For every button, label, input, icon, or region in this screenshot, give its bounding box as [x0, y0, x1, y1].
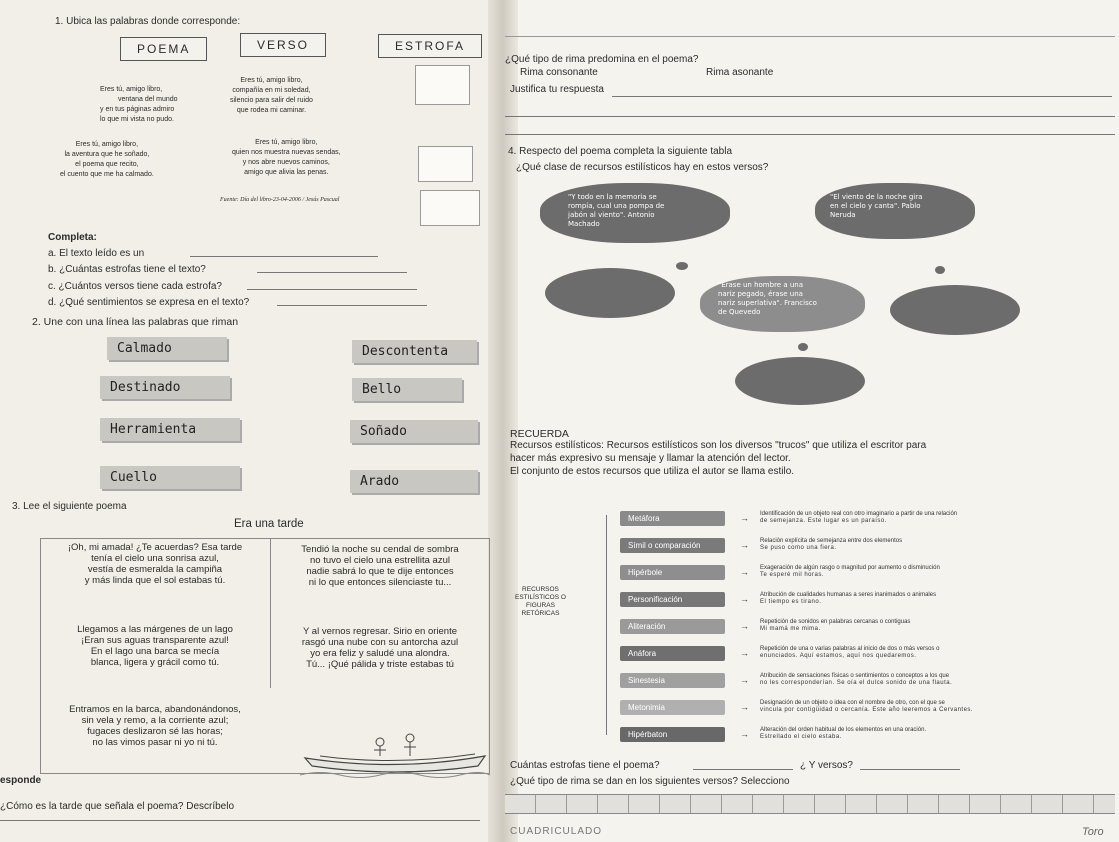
- header-verso: VERSO: [240, 33, 326, 57]
- poem-stanza-2: [45, 624, 265, 668]
- figure-tag: Metonimia: [620, 700, 725, 715]
- quote-line: "Érase un hombre a una: [718, 281, 804, 289]
- poem-line: el poema que recito,: [75, 161, 139, 168]
- rhyme-word-descontenta[interactable]: Descontenta: [352, 340, 477, 363]
- quote-line: nariz pegado, érase una: [718, 290, 803, 298]
- answer-line[interactable]: [257, 272, 407, 273]
- poem-line: y en tus páginas admiro: [100, 106, 175, 113]
- poem-line: silencio para salir del ruido: [230, 97, 313, 104]
- right-page: [498, 0, 1119, 842]
- figure-description-line: Alteración del orden habitual de los elementos en una oración.: [760, 727, 927, 733]
- q2-title: 2. Une con una línea las palabras que riman: [32, 316, 239, 328]
- top-rule: [505, 36, 1115, 37]
- rhyme-word-calmado[interactable]: Calmado: [107, 337, 227, 360]
- figure-description: [760, 619, 910, 633]
- quote-text: [830, 193, 922, 220]
- figure-tag: Metáfora: [620, 511, 725, 526]
- answer-cloud[interactable]: [735, 357, 865, 405]
- figure-description: [760, 673, 952, 687]
- recursos-label: [515, 586, 566, 618]
- poem-verse: no tuvo el cielo una estrellita azul: [310, 555, 450, 566]
- book-gutter: [488, 0, 518, 842]
- quote-text: [718, 281, 817, 317]
- answer-box[interactable]: [415, 65, 470, 105]
- poem-line: lo que mi vista no pudo.: [100, 116, 174, 123]
- poem-box-2: [230, 76, 313, 116]
- q3-title: 3. Lee el siguiente poema: [12, 501, 127, 512]
- figure-description: [760, 511, 957, 525]
- poem-verse: Tendió la noche su cendal de sombra: [301, 544, 459, 555]
- recuerda-title: RECUERDA: [510, 428, 569, 440]
- poem-verse: Llegamos a las márgenes de un lago: [77, 624, 233, 635]
- figure-description: [760, 538, 902, 552]
- figure-tag: Aliteración: [620, 619, 725, 634]
- poem-verse: vestía de esmeralda la campiña: [87, 564, 223, 575]
- arrow-icon: →: [740, 702, 749, 712]
- arrow-icon: →: [740, 648, 749, 658]
- rhyme-word-bello[interactable]: Bello: [352, 378, 462, 401]
- quote-line: "El viento de la noche gira: [830, 193, 923, 201]
- poem-verse: rasgó una nube con su antorcha azul: [301, 637, 459, 648]
- rima-asonante-option[interactable]: Rima asonante: [706, 67, 774, 78]
- answer-cloud[interactable]: [890, 285, 1020, 335]
- q-tipo-rima: ¿Qué tipo de rima se dan en los siguientes versos? Selecciono: [510, 776, 790, 787]
- arrow-icon: →: [740, 567, 749, 577]
- figure-description-line: Repetición de sonidos en palabras cercanas o contiguas: [760, 619, 911, 625]
- answer-line[interactable]: [612, 96, 1112, 97]
- poem-stanza-5: [275, 626, 485, 670]
- poem-verse: ¡Oh, mi amada! ¿Te acuerdas? Esa tarde: [67, 542, 243, 553]
- arrow-icon: →: [740, 621, 749, 631]
- figure-tag: Hipérbole: [620, 565, 725, 580]
- poem-line: Eres tú, amigo libro,: [100, 86, 163, 93]
- cloud-dot: [935, 266, 945, 274]
- poem-line: compañía en mi soledad,: [232, 87, 311, 94]
- completa-item-c: c. ¿Cuántos versos tiene cada estrofa?: [48, 281, 222, 292]
- answer-line[interactable]: [693, 769, 793, 770]
- figure-description-line: Relación explícita de semejanza entre dos elementos: [760, 538, 903, 544]
- figure-description: [760, 700, 973, 714]
- responde-label: esponde: [0, 775, 42, 786]
- q4-title: 4. Respecto del poema completa la siguiente tabla: [508, 146, 733, 157]
- figure-description: [760, 727, 926, 741]
- poem-table-divider: [270, 538, 271, 688]
- quote-line: Machado: [568, 220, 600, 228]
- connector-line: [606, 515, 607, 735]
- figure-tag: Hipérbaton: [620, 727, 725, 742]
- recuerda-line: Recursos estilísticos: Recursos estilísticos son los diversos "trucos" que utiliza el escritor para: [510, 440, 927, 451]
- footer-label: CUADRICULADO: [510, 826, 603, 837]
- quote-line: de Quevedo: [718, 308, 761, 316]
- poem-stanza-4: [275, 544, 485, 588]
- quote-text: [568, 193, 664, 229]
- poem-line: el cuento que me ha calmado.: [60, 171, 154, 178]
- rhyme-word-herramienta[interactable]: Herramienta: [100, 418, 240, 441]
- answer-line[interactable]: [505, 116, 1115, 117]
- recursos-label-line: RECURSOS: [522, 586, 559, 593]
- header-poema: POEMA: [120, 37, 207, 61]
- answer-cloud[interactable]: [545, 268, 675, 318]
- quote-line: Neruda: [830, 211, 856, 219]
- figure-description-line: Mi mamá me mima.: [760, 626, 821, 632]
- q1-title: 1. Ubica las palabras donde corresponde:: [55, 16, 241, 27]
- poem-box-1: [100, 85, 178, 125]
- figure-tag: Anáfora: [620, 646, 725, 661]
- poem-line: Eres tú, amigo libro,: [75, 141, 139, 148]
- arrow-icon: →: [740, 513, 749, 523]
- poem-line: Eres tú, amigo libro,: [255, 139, 318, 146]
- figure-tag: Símil o comparación: [620, 538, 725, 553]
- figure-description: [760, 592, 936, 606]
- q-rima: ¿Qué tipo de rima predomina en el poema?: [505, 54, 699, 65]
- answer-box[interactable]: [418, 146, 473, 182]
- poem-verse: Entramos en la barca, abandonándonos,: [69, 704, 241, 715]
- q-tarde: ¿Cómo es la tarde que señala el poema? Descríbelo: [0, 801, 235, 812]
- poem-verse: ni lo que entonces silenciaste tu...: [308, 577, 452, 588]
- figure-description-line: Se puso como una fiera.: [760, 545, 837, 551]
- recursos-label-line: ESTILÍSTICOS O: [515, 594, 566, 601]
- completa-title: Completa:: [48, 232, 97, 243]
- quote-line: jabón al viento". Antonio: [568, 211, 655, 219]
- recursos-label-line: RETÓRICAS: [521, 610, 560, 617]
- figure-description-line: Designación de un objeto o idea con el nombre de otro, con el que se: [760, 700, 945, 706]
- poem-verse: ¡Eran sus aguas transparente azul!: [81, 635, 229, 646]
- cloud-dot: [676, 262, 688, 270]
- poem-title: Era una tarde: [234, 518, 304, 530]
- poem-verse: y más linda que el sol estabas tú.: [84, 575, 226, 586]
- quote-line: en el cielo y canta". Pablo: [830, 202, 921, 210]
- figure-description: [760, 646, 939, 660]
- poem-line: quien nos muestra nuevas sendas,: [232, 149, 341, 156]
- poem-verse: blanca, ligera y grácil como tú.: [90, 657, 220, 668]
- figure-description-line: Atribución de cualidades humanas a seres inanimados o animales: [760, 592, 937, 598]
- poem-box-4: [232, 138, 341, 178]
- arrow-icon: →: [740, 675, 749, 685]
- figure-description-line: Identificación de un objeto real con otro imaginario a partir de una relación: [760, 511, 958, 517]
- poem-line: y nos abre nuevos caminos,: [242, 159, 330, 166]
- answer-line[interactable]: [860, 769, 960, 770]
- boat-illustration: [300, 720, 490, 780]
- poem-verse: sin vela y remo, a la corriente azul;: [81, 715, 229, 726]
- poem-line: ventana del mundo: [118, 96, 178, 103]
- completa-item-a: a. El texto leído es un: [48, 248, 145, 259]
- completa-item-b: b. ¿Cuántas estrofas tiene el texto?: [48, 264, 206, 275]
- poem-verse: no las vimos pasar ni yo ni tú.: [92, 737, 218, 748]
- answer-line[interactable]: [0, 820, 480, 821]
- figure-description: [760, 565, 940, 579]
- poem-line: la aventura que he soñado,: [64, 151, 150, 158]
- poem-source: Fuente: Día del libro-23-04-2006 / Jesús Pascual: [220, 197, 340, 203]
- recuerda-line: hacer más expresivo su mensaje y llamar la atención del lector.: [510, 453, 791, 464]
- figure-description-line: no les corresponderían. Se oía el dulce sonido de una flauta.: [760, 680, 953, 686]
- figure-tag: Sinestesia: [620, 673, 725, 688]
- figure-description-line: El tiempo es tirano.: [760, 599, 822, 605]
- grid-strip: [505, 794, 1115, 814]
- figure-description-line: de semejanza. Este lugar es un paraíso.: [760, 518, 887, 524]
- recuerda-line: El conjunto de estos recursos que utiliza el autor se llama estilo.: [510, 466, 795, 477]
- cloud-dot: [798, 343, 808, 351]
- justifica-label: Justifica tu respuesta: [510, 84, 604, 95]
- quote-line: "Y todo en la memoria se: [568, 193, 657, 201]
- rhyme-word-sonado[interactable]: Soñado: [350, 420, 478, 443]
- poem-line: amigo que alivia las penas.: [244, 169, 329, 176]
- completa-item-d: d. ¿Qué sentimientos se expresa en el texto?: [48, 297, 250, 308]
- figure-description-line: Te esperé mil horas.: [760, 572, 825, 578]
- poem-line: Eres tú, amigo libro,: [240, 77, 303, 84]
- q4-subtitle: ¿Qué clase de recursos estilísticos hay en estos versos?: [516, 162, 769, 173]
- rima-consonante-option[interactable]: Rima consonante: [520, 67, 598, 78]
- arrow-icon: →: [740, 540, 749, 550]
- poem-line: que rodea mi caminar.: [236, 107, 307, 114]
- answer-box[interactable]: [420, 190, 480, 226]
- recursos-label-line: FIGURAS: [526, 602, 555, 609]
- poem-verse: Y al vernos regresar. Sirio en oriente: [302, 626, 458, 637]
- figure-description-line: Atribución de sensaciones físicas o sentimientos o conceptos a los que: [760, 673, 950, 679]
- figure-description-line: Repetición de una o varias palabras al inicio de dos o más versos o: [760, 646, 940, 652]
- poem-verse: nadie sabrá lo que te dije entonces: [306, 566, 454, 577]
- figure-tag: Personificación: [620, 592, 725, 607]
- poem-verse: En el lago una barca se mecía: [90, 646, 220, 657]
- quote-line: rompía, cual una pompa de: [568, 202, 665, 210]
- figure-description-line: Estrellado el cielo estaba.: [760, 734, 842, 740]
- arrow-icon: →: [740, 729, 749, 739]
- q-estrofas: Cuántas estrofas tiene el poema?: [510, 760, 660, 771]
- answer-line[interactable]: [505, 134, 1115, 135]
- figure-description-line: vincula por contigüidad o cercanía. Este año leeremos a Cervantes.: [760, 707, 974, 713]
- poem-stanza-3: [45, 704, 265, 748]
- answer-line[interactable]: [247, 289, 417, 290]
- rhyme-word-cuello[interactable]: Cuello: [100, 466, 240, 489]
- brand-logo: Toro: [1082, 826, 1104, 838]
- poem-box-3: [60, 140, 154, 180]
- poem-verse: Tú... ¡Qué pálida y triste estabas tú: [306, 659, 454, 670]
- quote-line: nariz superlativa". Francisco: [718, 299, 817, 307]
- figure-description-line: enunciados. Aquí estamos, aquí nos quedaremos.: [760, 653, 917, 659]
- answer-line[interactable]: [277, 305, 427, 306]
- arrow-icon: →: [740, 594, 749, 604]
- answer-line[interactable]: [190, 256, 378, 257]
- q-versos: ¿ Y versos?: [800, 760, 853, 771]
- rhyme-word-destinado[interactable]: Destinado: [100, 376, 230, 399]
- poem-verse: yo era feliz y saludé una alondra.: [310, 648, 450, 659]
- figure-description-line: Exageración de algún rasgo o magnitud por aumento o disminución: [760, 565, 940, 571]
- poem-verse: tenía el cielo una sonrisa azul,: [91, 553, 219, 564]
- poem-verse: fugaces deslizaron sé las horas;: [87, 726, 223, 737]
- header-estrofa: ESTROFA: [378, 34, 482, 58]
- poem-stanza-1: [45, 542, 265, 586]
- rhyme-word-arado[interactable]: Arado: [350, 470, 478, 493]
